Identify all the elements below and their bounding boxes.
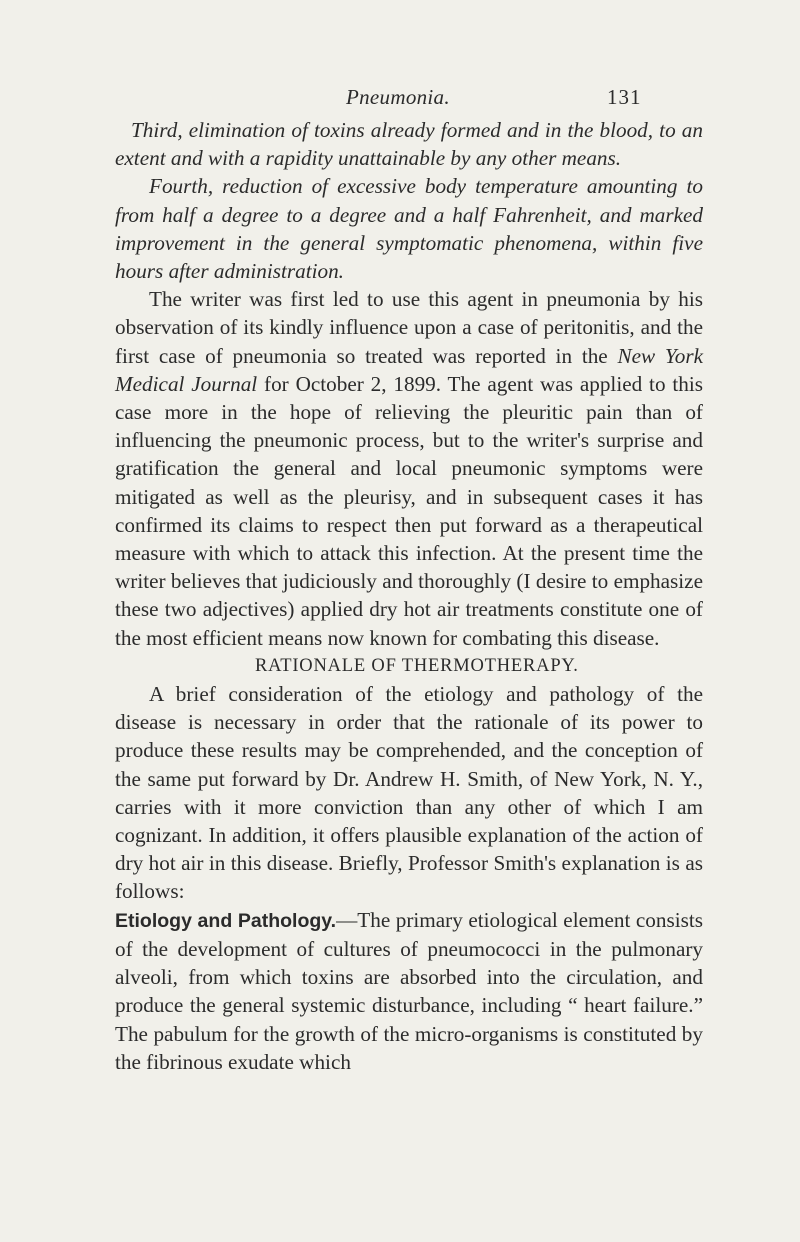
etiology-heading: Etiology and Pathology.: [115, 909, 337, 932]
paragraph-etiology: [115, 906, 703, 1076]
writer-text-start: The writer was first led to use this agent in pneumonia by his observation of its kindly influence upon a case of peritonitis, and the first case of pneumonia so treated was reported in the: [115, 287, 703, 368]
section-heading: RATIONALE OF THERMOTHERAPY.: [255, 655, 579, 676]
paragraph-rationale: A brief consideration of the etiology and pathology of the disease is necessary in order that the rationale of its power to produce these results may be comprehended, and the conception of the same put forward by Dr. Andrew H. Smith, of New York, N. Y., carries with it more conviction than any other of which I am cognizant. In addition, it offers plausible explanation of the action of dry hot air in this disease. Briefly, Professor Smith's explanation is as follows:: [115, 682, 703, 904]
running-title: Pneumonia.: [346, 85, 450, 109]
running-head: [0, 85, 800, 111]
page-number: 131: [607, 85, 642, 109]
paragraph-writer: [115, 285, 703, 652]
etiology-text: —The primary etiological element consists of the development of cultures of pneumococci in the pulmonary alveoli, from which toxins are absorbed into the circulation, and produce the general systemic disturbance, including “ heart failure.” The pabulum for the growth of the micro-organisms is constituted by the fibrinous exudate which: [115, 907, 703, 1074]
paragraph-third: Third, elimination of toxins already formed and in the blood, to an extent and with a rapidity unattainable by any other means.: [115, 118, 703, 171]
journal-title: New York Medical Journal: [115, 343, 703, 396]
body-text: [115, 116, 703, 1076]
paragraph-fourth: Fourth, reduction of excessive body temperature amounting to from half a degree to a degree and a half Fahrenheit, and marked improvement in the general symptomatic phenomena, within five hours after administration.: [115, 174, 703, 284]
writer-text-end: for October 2, 1899. The agent was applied to this case more in the hope of relieving the pleuritic pain than of influencing the pneumonic process, but to the writer's surprise and gratification the general and local pneumonic symptoms were mitigated as well as the pleurisy, and in subsequent cases it has confirmed its claims to respect then put forward as a therapeutical measure with which to attack this infection. At the present time the writer believes that judiciously and thoroughly (I desire to emphasize these two adjectives) applied dry hot air treatments constitute one of the most efficient means now known for combating this disease.: [115, 371, 703, 650]
